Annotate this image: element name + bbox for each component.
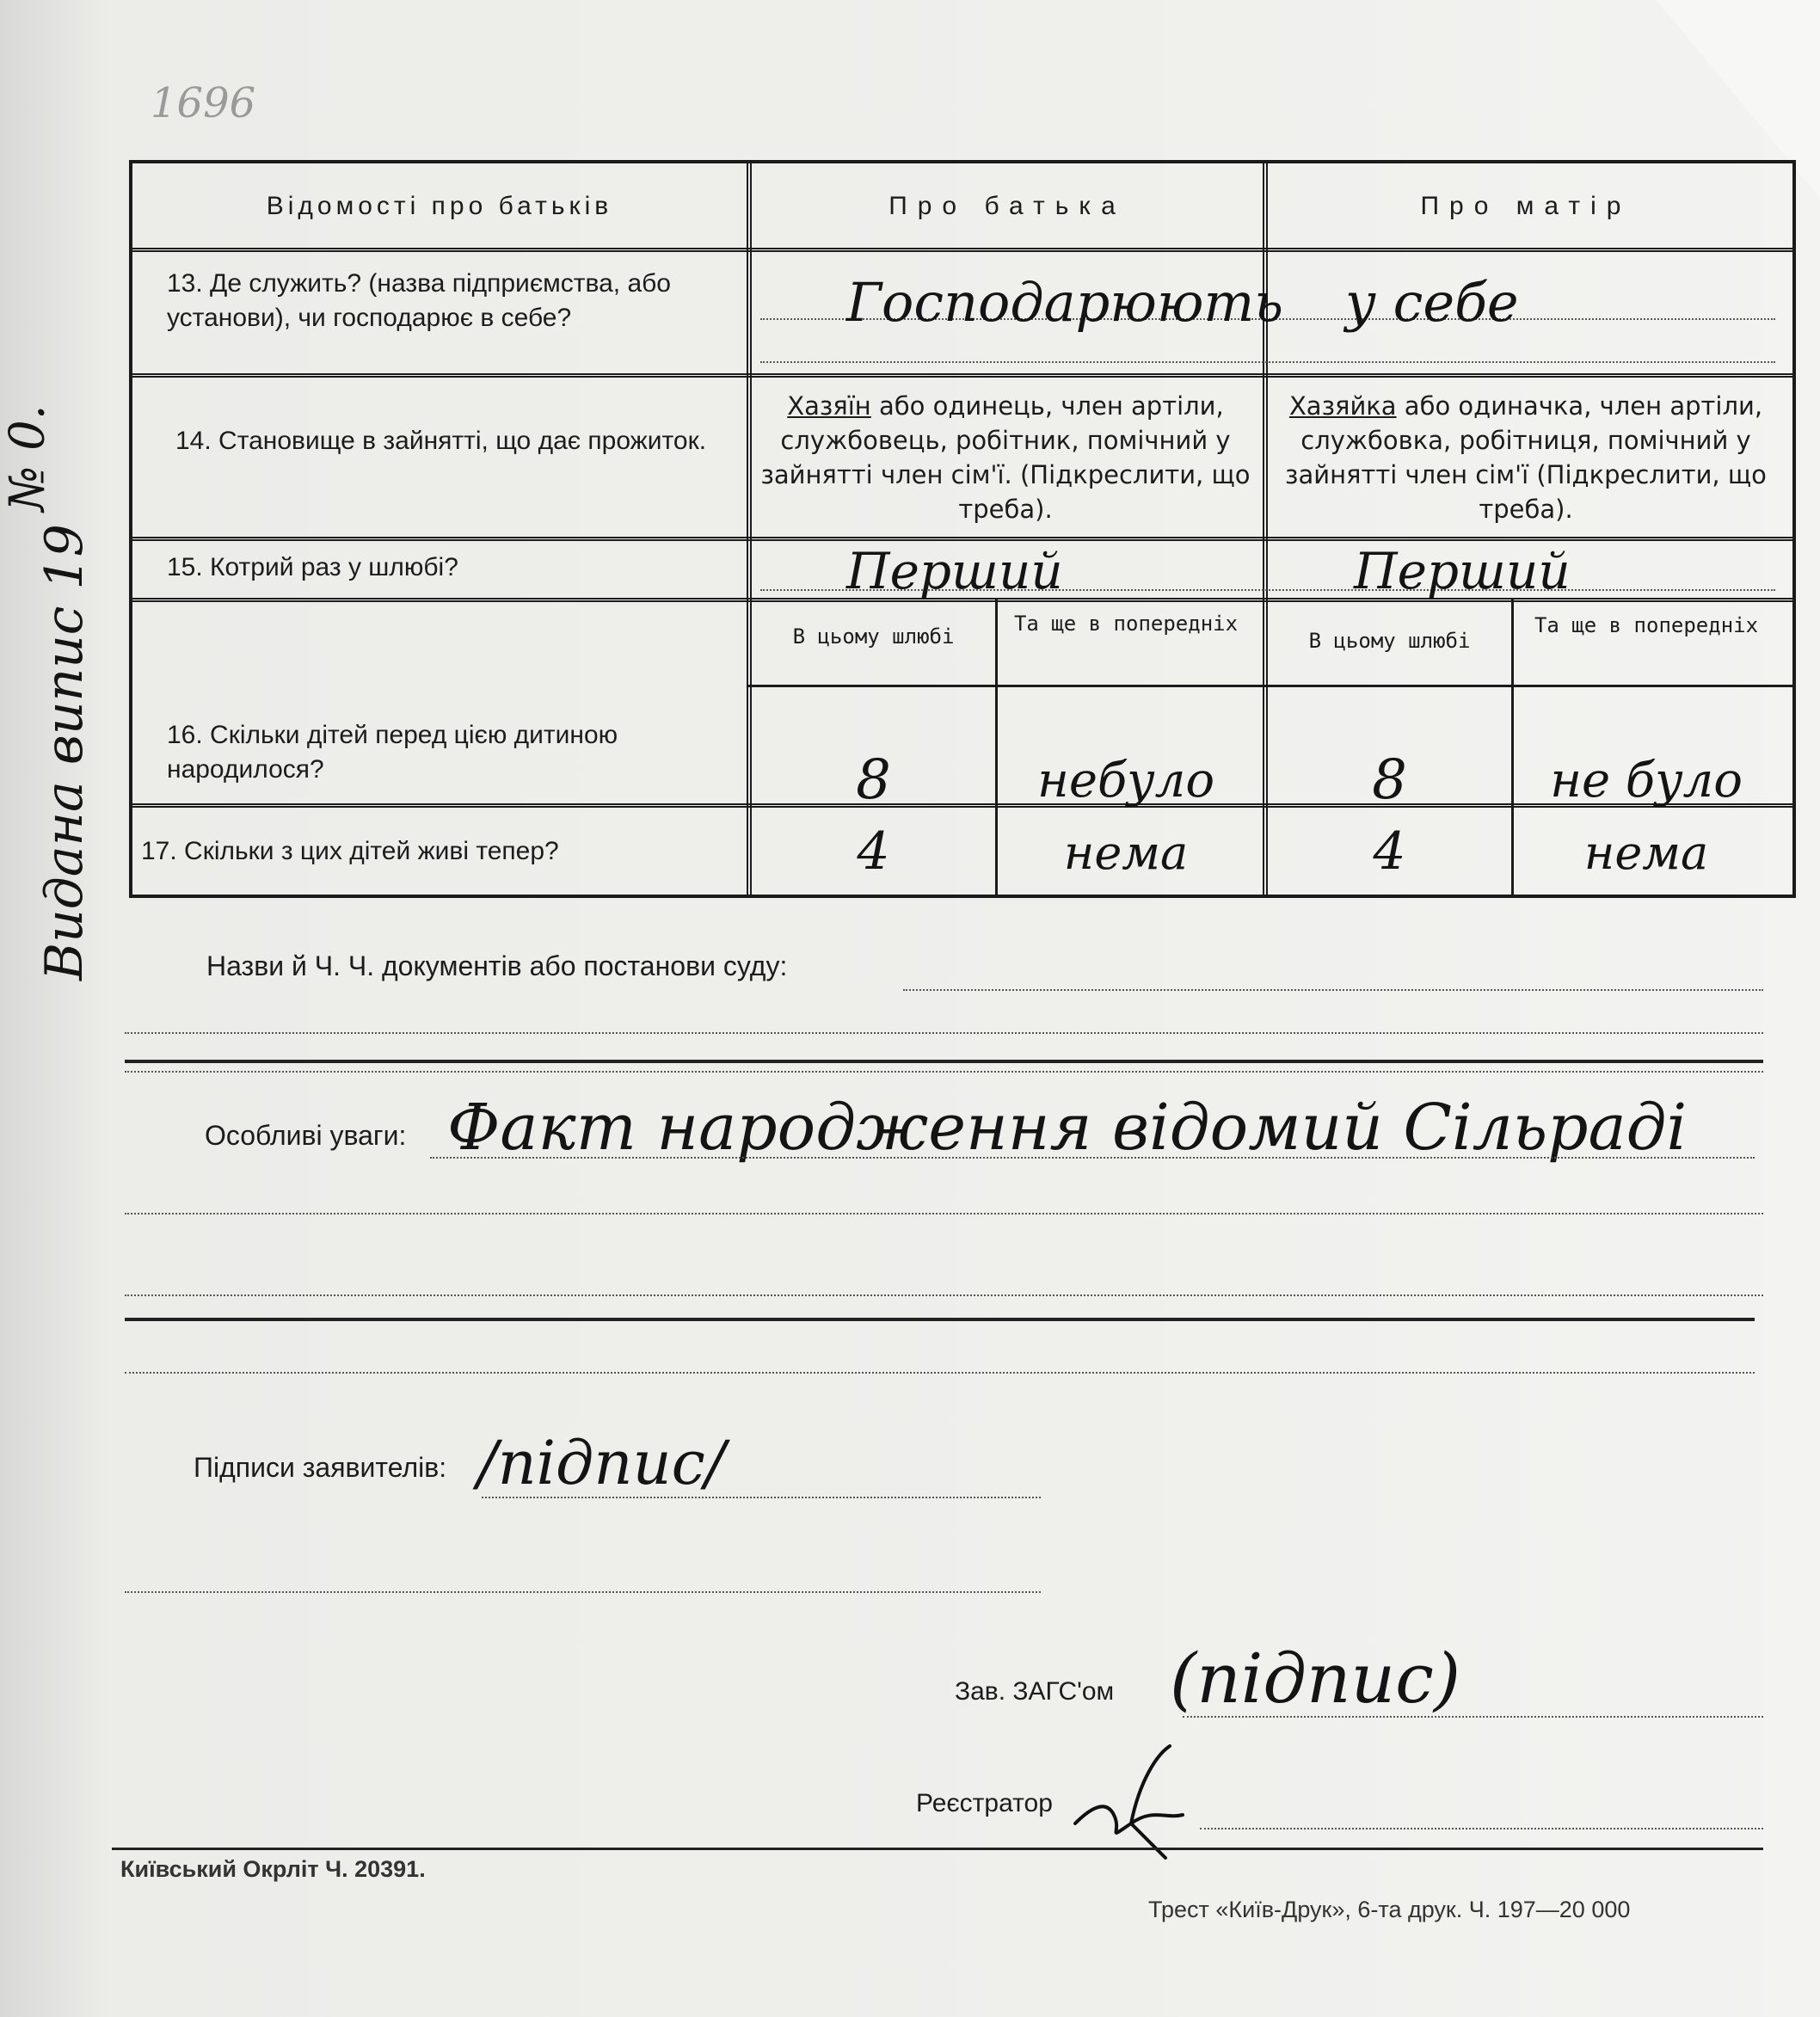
row15-father-value: Перший	[846, 542, 1063, 600]
row14-mother-options	[1276, 389, 1775, 526]
signatures-value: /підпис/	[477, 1428, 726, 1498]
row17-question: 17. Скільки з цих дітей живі тепер?	[141, 837, 559, 865]
row16-mother-prev: не було	[1550, 753, 1743, 809]
row-line-header	[132, 248, 1792, 252]
col-divider-father-sub	[995, 598, 998, 895]
row-line-14	[132, 537, 1792, 541]
row13-father-value: Господарюють	[846, 271, 1284, 334]
subheader-mother-this: В цьому шлюбі	[1308, 629, 1471, 653]
page-mark: 1696	[151, 79, 256, 127]
side-note-prefix: № 0.	[0, 404, 56, 512]
row14-father-rest: або одинець, член артіли, службовець, робітник, помічний у зайнятті член сім'ї. (Підкреслити, що треба).	[760, 391, 1251, 524]
row14-mother-selected: Хазяйка	[1288, 391, 1397, 421]
signatures-label: Підписи заявителів:	[194, 1452, 447, 1483]
registrar-label: Реєстратор	[916, 1789, 1053, 1817]
subheader-mother-prev: Та ще в попередніх	[1534, 613, 1759, 637]
remarks-value: Факт народження відомий Сільраді	[447, 1091, 1688, 1165]
row13-mother-value: у себе	[1345, 271, 1519, 334]
row-line-13	[132, 373, 1792, 378]
row16-father-this: 8	[856, 748, 891, 812]
row16-mother-this: 8	[1372, 748, 1407, 812]
row17-mother-this: 4	[1373, 821, 1406, 882]
row16-question: 16. Скільки дітей перед цією дитиною народилося?	[167, 721, 618, 784]
head-label: Зав. ЗАГС'ом	[955, 1677, 1115, 1706]
row17-mother-prev: нема	[1583, 826, 1709, 880]
row17-father-this: 4	[857, 821, 890, 882]
head-signature: (підпис)	[1170, 1639, 1461, 1719]
row15-question: 15. Котрий раз у шлюбі?	[167, 553, 458, 581]
documents-label: Назви й Ч. Ч. документів або постанови суду:	[206, 950, 788, 981]
side-note-text: Видана випис 19	[34, 524, 95, 981]
registrar-signature	[1071, 1729, 1200, 1866]
subheader-father-prev: Та ще в попередніх	[1013, 612, 1239, 636]
footer-right: Трест «Київ-Друк», 6-та друк. Ч. 197—20 000	[1148, 1897, 1631, 1922]
row15-mother-value: Перший	[1354, 542, 1571, 600]
subheader-father-this: В цьому шлюбі	[792, 624, 955, 649]
row14-question: 14. Становище в зайнятті, що дає прожиток.	[175, 427, 707, 455]
remarks-label: Особливі уваги:	[205, 1120, 407, 1151]
side-note	[34, 524, 95, 981]
header-mother: Про матір	[1420, 192, 1632, 220]
parents-info-table	[129, 160, 1796, 898]
row14-father-selected: Хазяїн	[787, 391, 871, 421]
footer-left: Київський Окрліт Ч. 20391.	[120, 1856, 426, 1882]
col-divider-mother-sub	[1511, 598, 1514, 895]
row16-father-prev: небуло	[1036, 753, 1215, 809]
header-father: Про батька	[888, 192, 1126, 220]
header-parents-info: Відомості про батьків	[266, 192, 613, 220]
row17-father-prev: нема	[1063, 826, 1189, 880]
row14-father-options	[760, 389, 1251, 526]
row13-question: 13. Де служить? (назва підприємства, або установи), чи господарює в себе?	[167, 269, 671, 332]
row-line-subheader	[747, 685, 1792, 687]
row14-mother-rest: або одиначка, член артіли, службовка, робітниця, помічний у зайнятті член сім'ї (Підкреслити, що треба).	[1285, 391, 1767, 524]
